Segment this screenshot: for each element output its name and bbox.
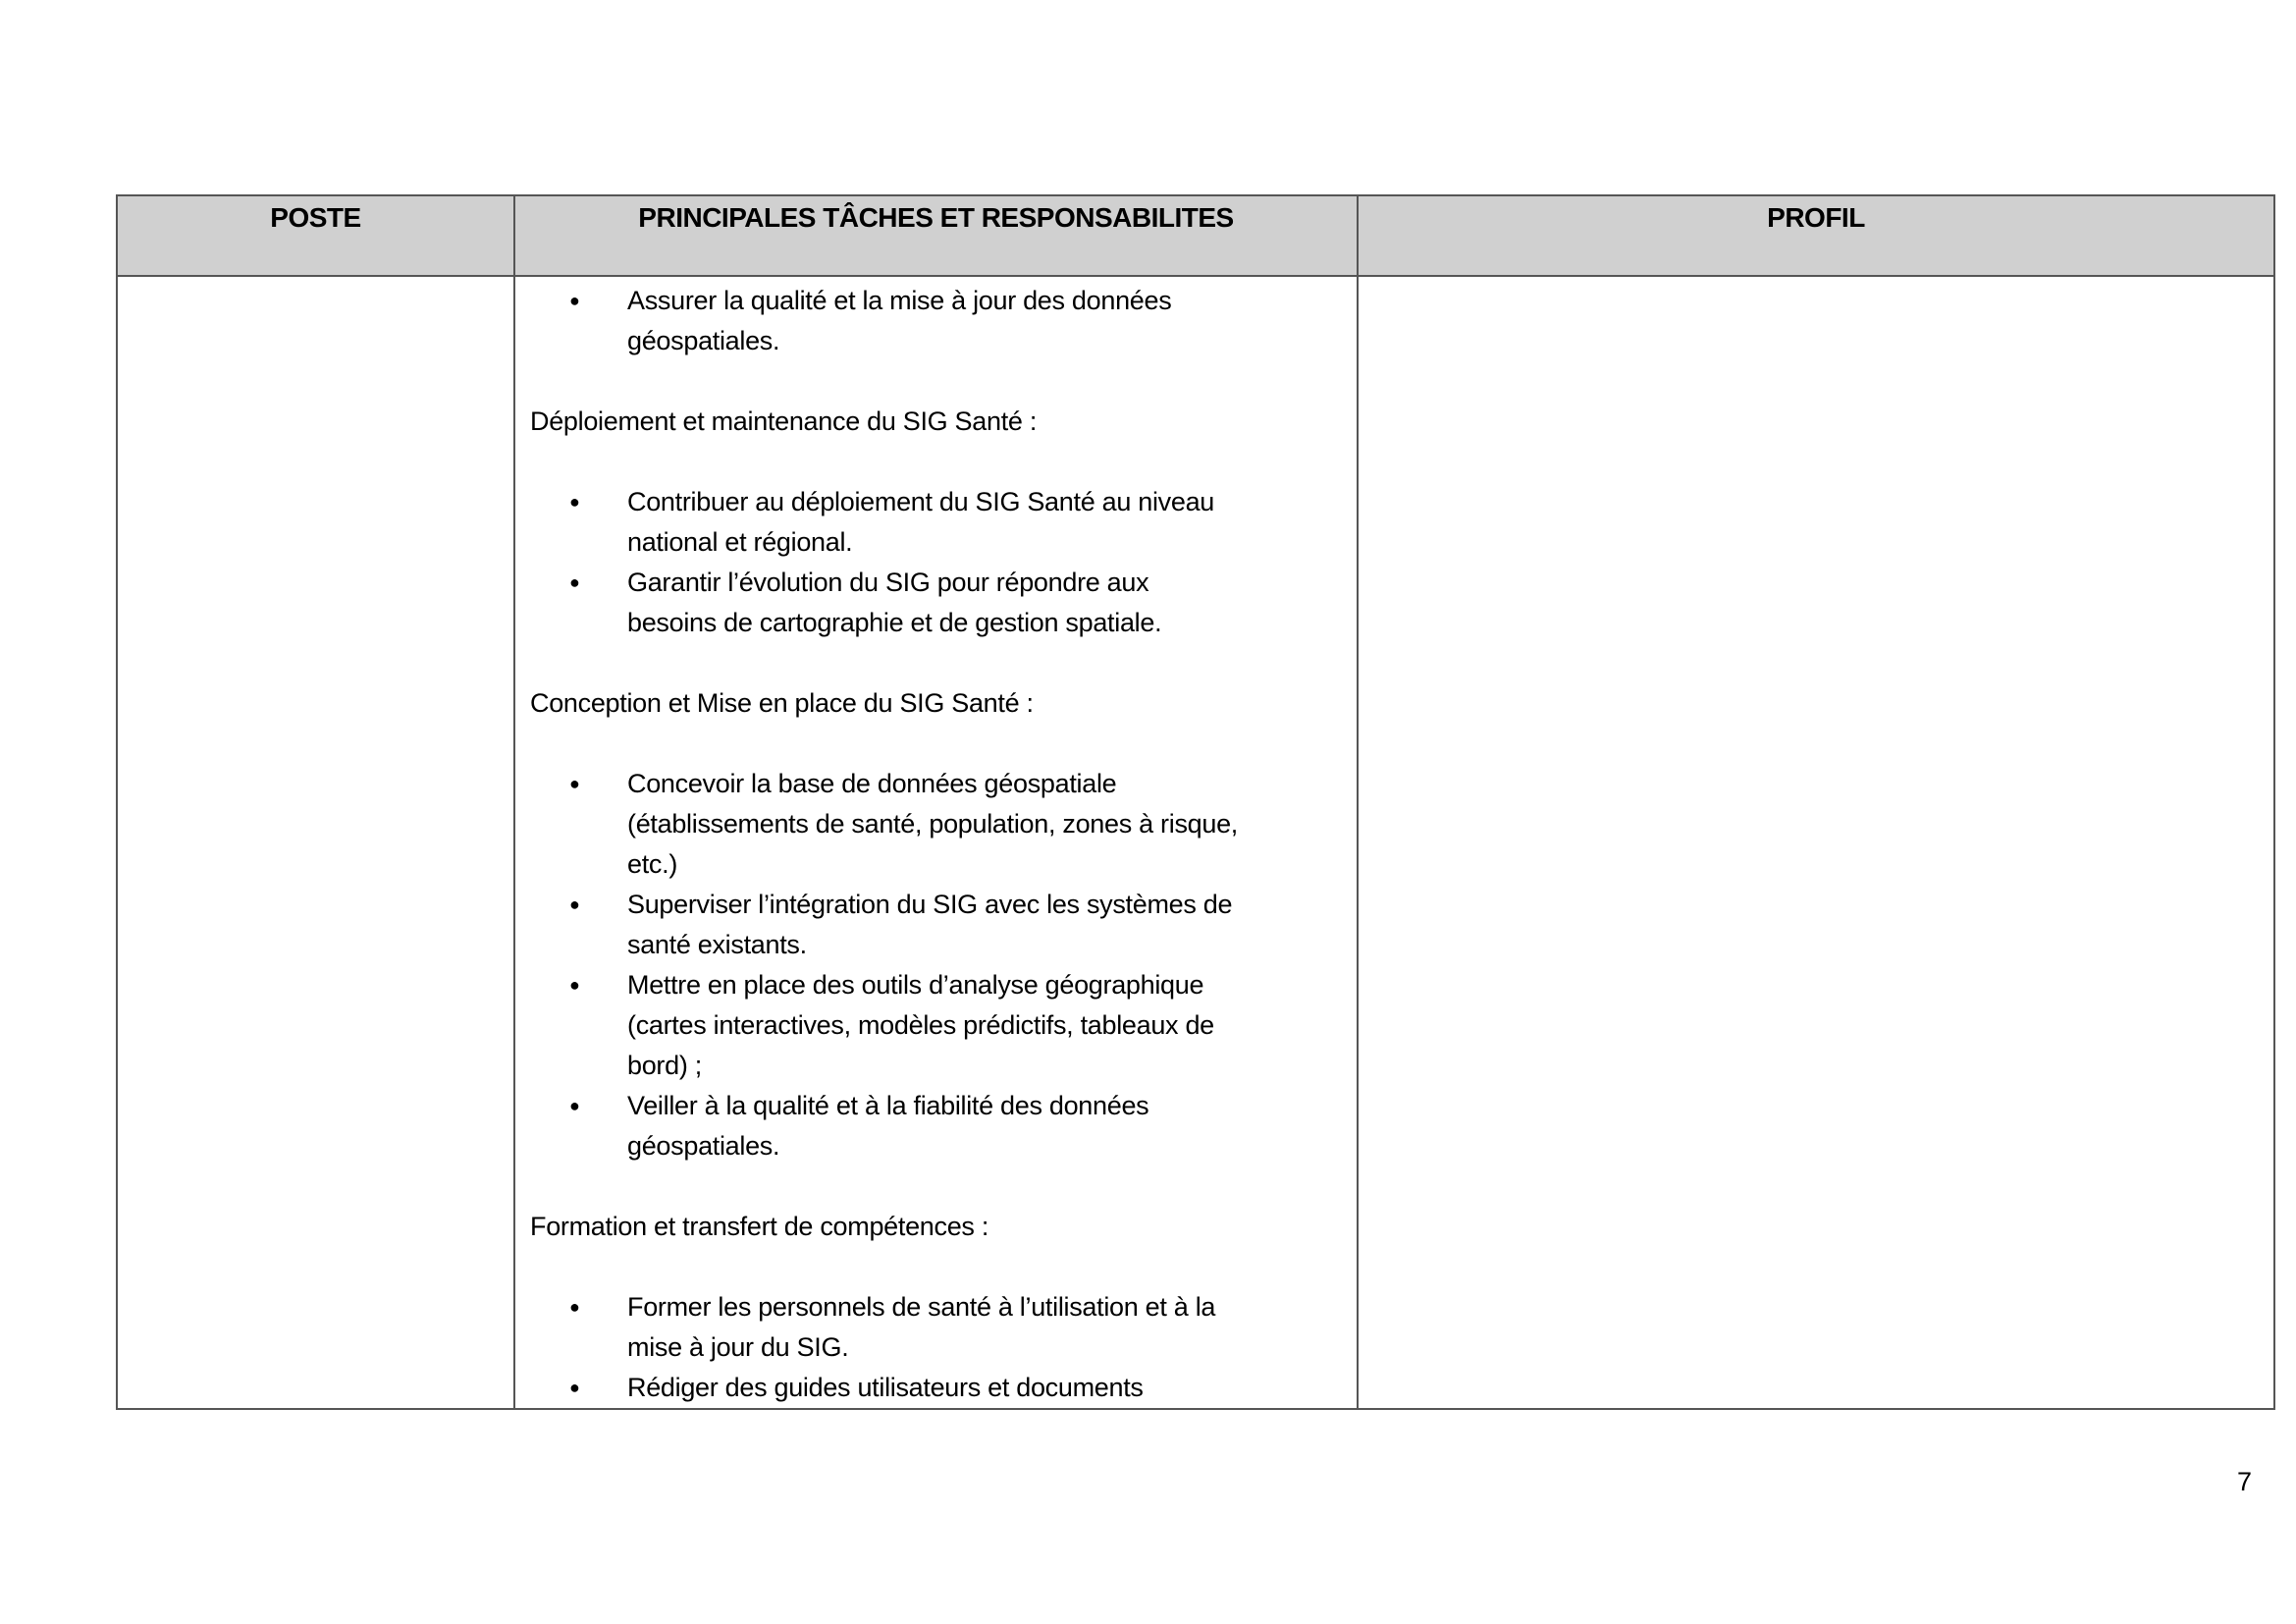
profil-cell (1358, 276, 2274, 1409)
text-line: Garantir l’évolution du SIG pour répondre aux (627, 568, 1149, 597)
text-line: Contribuer au déploiement du SIG Santé au niveau (627, 487, 1215, 516)
text-line: Concevoir la base de données géospatiale (627, 769, 1117, 798)
page-number: 7 (2237, 1467, 2253, 1496)
bullet-icon: ● (569, 1297, 580, 1317)
list-item (530, 1368, 1347, 1408)
table-row (117, 276, 2274, 1409)
text-line: Déploiement et maintenance du SIG Santé : (530, 406, 1038, 436)
text-line: besoins de cartographie et de gestion spatiale. (627, 608, 1162, 637)
header-poste: POSTE (117, 195, 514, 276)
text-line: Veiller à la qualité et à la fiabilité des données (627, 1091, 1149, 1120)
header-taches: PRINCIPALES TÂCHES ET RESPONSABILITES (514, 195, 1358, 276)
bullet-icon: ● (569, 774, 580, 793)
list-item (530, 965, 1347, 1086)
bullet-icon: ● (569, 291, 580, 310)
blank-line (530, 442, 1347, 482)
text-line: santé existants. (627, 930, 807, 959)
blank-line (530, 724, 1347, 764)
blank-line (530, 361, 1347, 402)
bullet-icon: ● (569, 975, 580, 995)
section-heading (530, 683, 1347, 724)
text-line: (établissements de santé, population, zones à risque, (627, 809, 1238, 839)
tasks-cell (514, 276, 1358, 1409)
text-line: mise à jour du SIG. (627, 1332, 849, 1362)
text-line: Mettre en place des outils d’analyse géographique (627, 970, 1204, 1000)
text-line: Superviser l’intégration du SIG avec les systèmes de (627, 890, 1233, 919)
text-line: Formation et transfert de compétences : (530, 1212, 989, 1241)
bullet-icon: ● (569, 1378, 580, 1397)
bullet-icon: ● (569, 1096, 580, 1115)
bullet-icon: ● (569, 492, 580, 512)
table-header-row (117, 195, 2274, 276)
text-line: national et régional. (627, 527, 853, 557)
text-line: etc.) (627, 849, 678, 879)
list-item (530, 563, 1347, 643)
text-line: Conception et Mise en place du SIG Santé : (530, 688, 1034, 718)
section-heading (530, 1207, 1347, 1247)
header-profil: PROFIL (1358, 195, 2274, 276)
blank-line (530, 643, 1347, 683)
text-line: bord) ; (627, 1051, 702, 1080)
bullet-icon: ● (569, 572, 580, 592)
blank-line (530, 1166, 1347, 1207)
poste-cell (117, 276, 514, 1409)
list-item (530, 281, 1347, 361)
list-item (530, 482, 1347, 563)
job-table (116, 194, 2275, 1410)
bullet-icon: ● (569, 894, 580, 914)
text-line: Former les personnels de santé à l’utilisation et à la (627, 1292, 1216, 1322)
list-item (530, 1287, 1347, 1368)
list-item (530, 885, 1347, 965)
text-line: Assurer la qualité et la mise à jour des données (627, 286, 1172, 315)
text-line: géospatiales. (627, 1131, 780, 1161)
text-line: géospatiales. (627, 326, 780, 355)
list-item (530, 1086, 1347, 1166)
text-line: Rédiger des guides utilisateurs et documents (627, 1373, 1144, 1402)
text-line: (cartes interactives, modèles prédictifs, tableaux de (627, 1010, 1214, 1040)
section-heading (530, 402, 1347, 442)
list-item (530, 764, 1347, 885)
blank-line (530, 1247, 1347, 1287)
